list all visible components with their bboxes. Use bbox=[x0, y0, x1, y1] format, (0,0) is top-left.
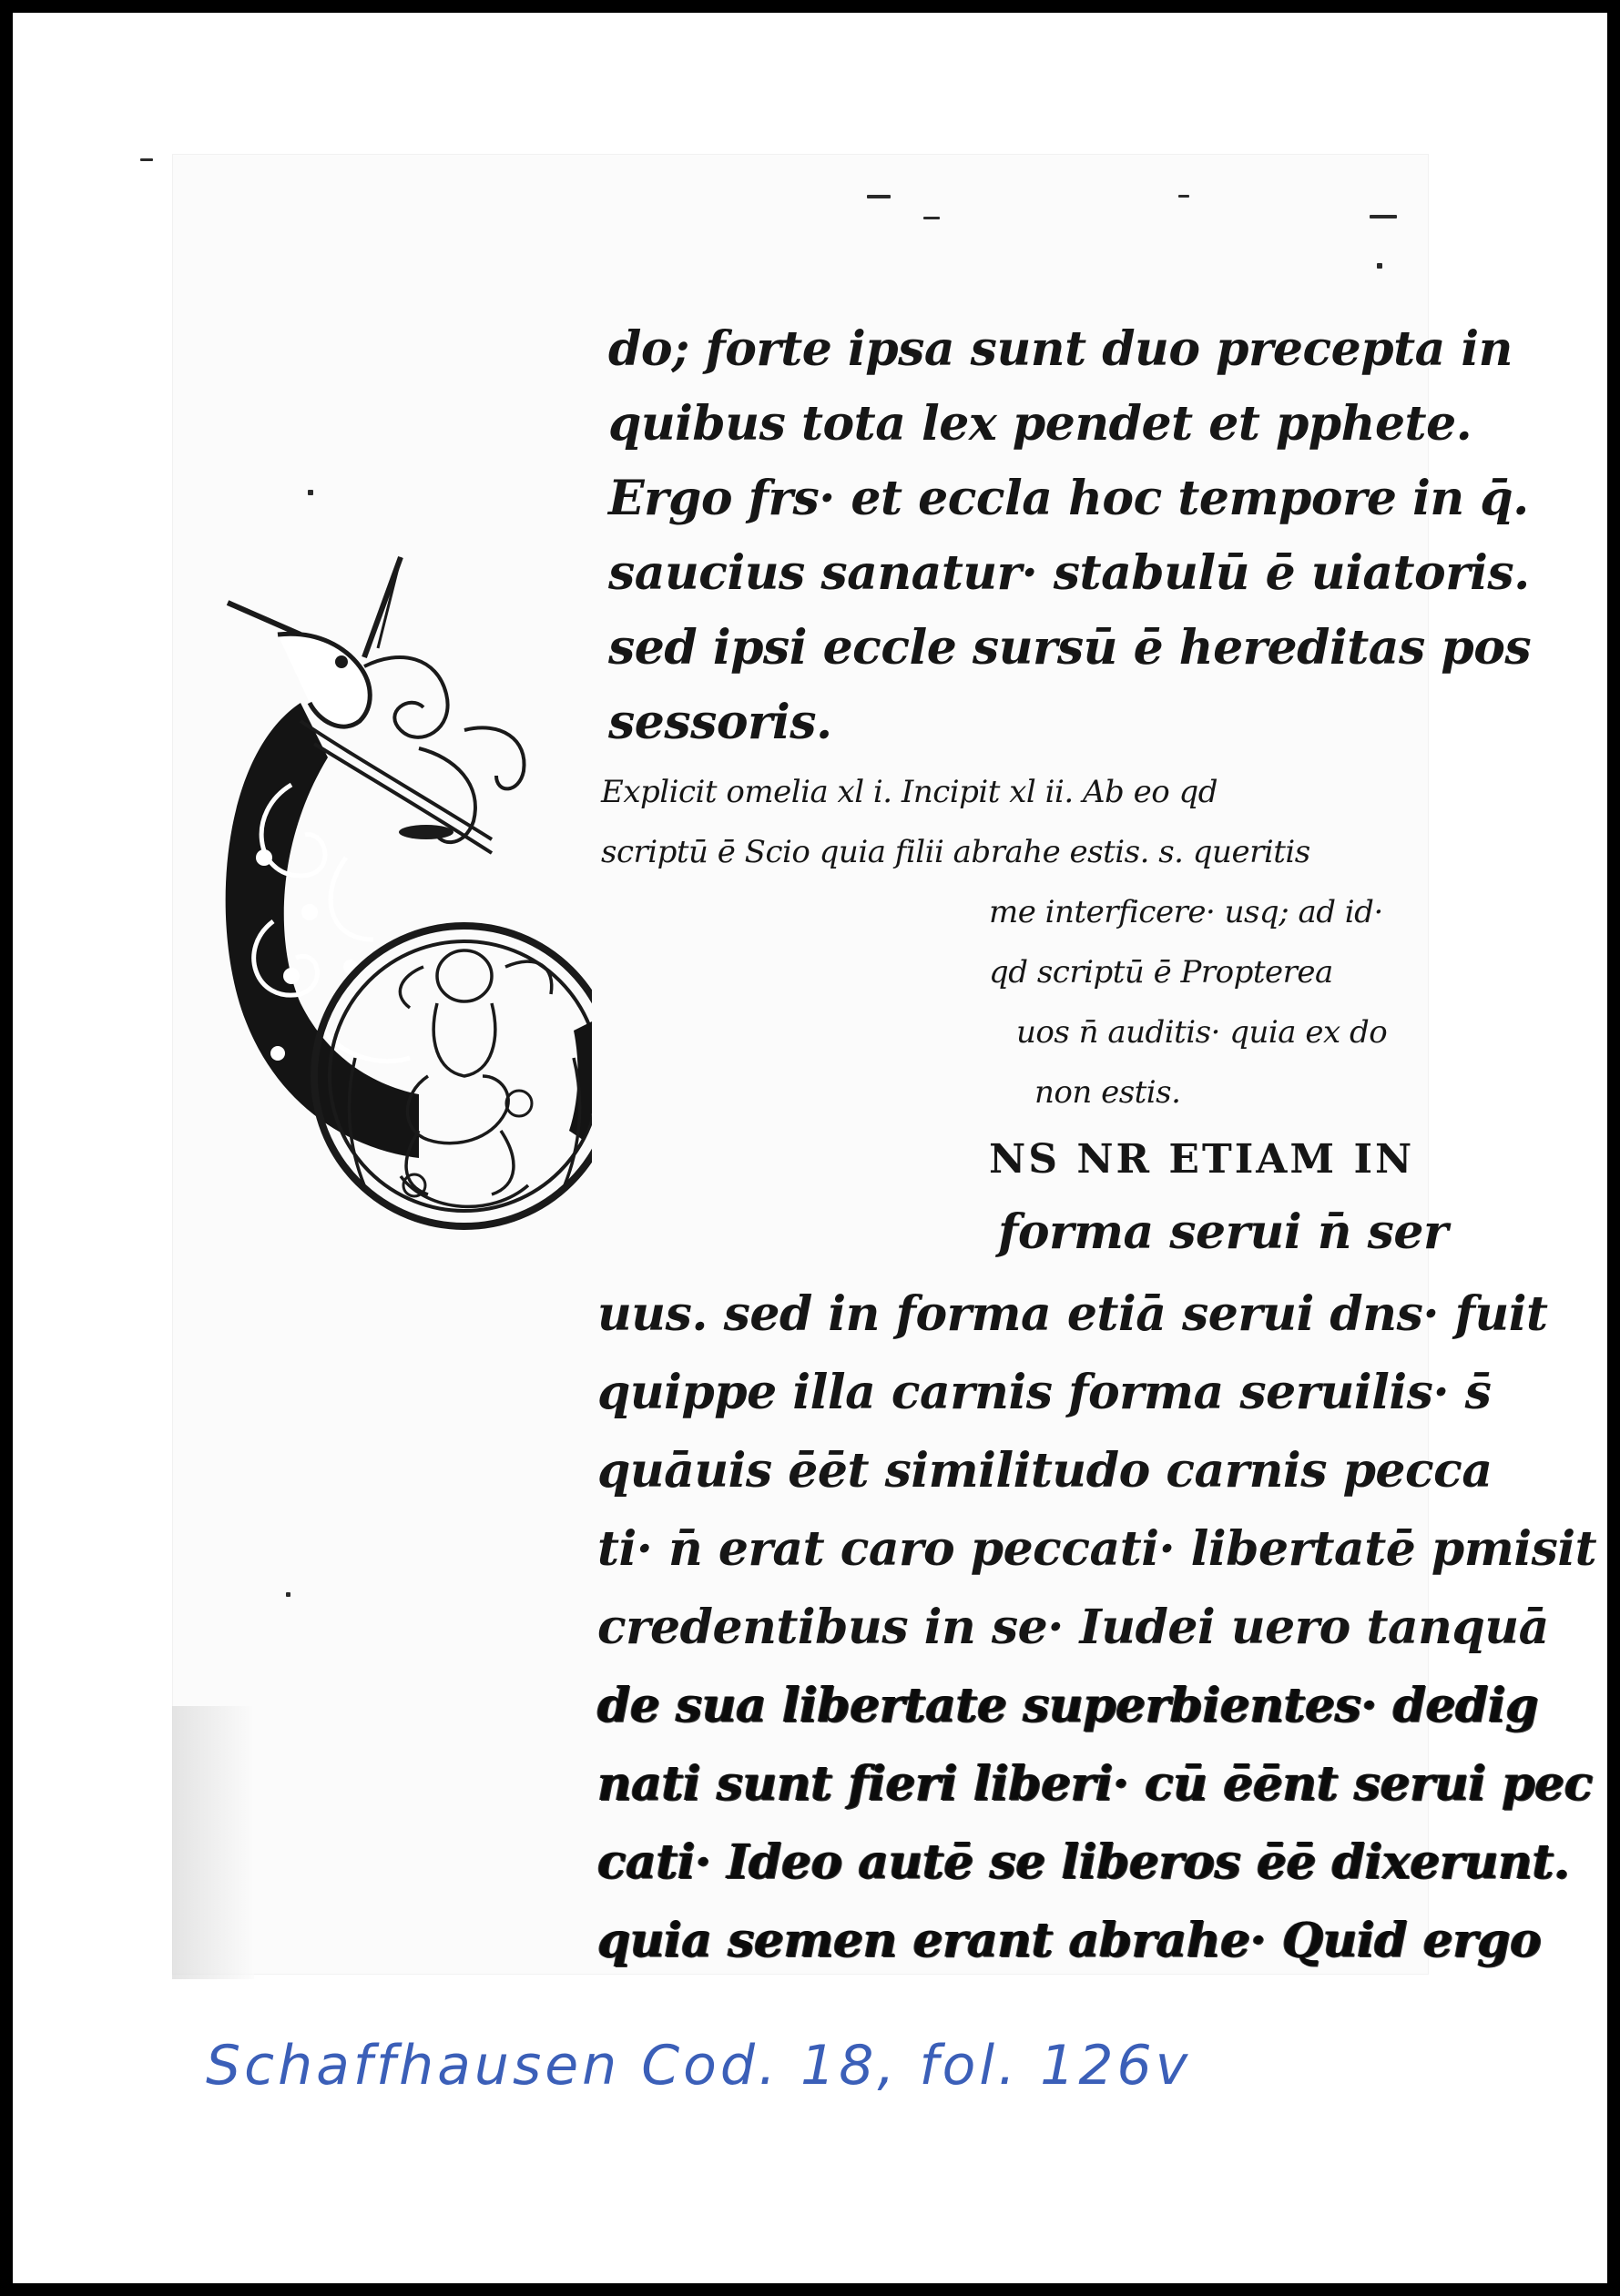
text-line: ti· n̄ erat caro peccati· libertatē pmisit bbox=[597, 1521, 1597, 1577]
text-line: sessoris. bbox=[608, 695, 832, 750]
speck-mark bbox=[1178, 195, 1189, 198]
text-line: quippe illa carnis forma seruilis· s̄ bbox=[597, 1365, 1492, 1420]
rubric-line: non estis. bbox=[1034, 1074, 1181, 1111]
speck-mark bbox=[1377, 263, 1382, 269]
speck-mark bbox=[286, 1592, 290, 1597]
text-line: credentibus in se· Iudei uero tanquā bbox=[597, 1600, 1549, 1655]
photocopy-sheet bbox=[13, 13, 1607, 2283]
text-line: sed ipsi eccle sursū ē hereditas pos bbox=[608, 620, 1532, 676]
rubric-line: Explicit omelia xl i. Incipit xl ii. Ab eo qd bbox=[601, 774, 1218, 810]
speck-mark bbox=[1370, 215, 1397, 218]
rubric-line: uos n̄ auditis· quia ex do bbox=[1016, 1014, 1388, 1051]
text-line: do; forte ipsa sunt duo precepta in bbox=[608, 321, 1513, 377]
text-line: de sua libertate superbientes· dedig bbox=[597, 1678, 1539, 1733]
text-line: forma serui n̄ ser bbox=[998, 1204, 1448, 1260]
speck-mark bbox=[140, 158, 153, 161]
decorated-initial-q bbox=[191, 548, 592, 1313]
text-line: nati sunt fieri liberi· cū ēēnt serui pec bbox=[597, 1756, 1593, 1812]
speck-mark bbox=[867, 195, 891, 198]
text-line: Ergo frs· et eccla hoc tempore in q̄. bbox=[608, 471, 1529, 526]
text-line: quia semen erant abrahe· Quid ergo bbox=[597, 1913, 1542, 1968]
speck-mark bbox=[308, 490, 313, 495]
text-line: quibus tota lex pendet et pphete. bbox=[608, 396, 1472, 452]
speck-mark bbox=[923, 217, 940, 219]
capitals-line: NS NR ETIAM IN bbox=[989, 1136, 1415, 1183]
rubric-line: qd scriptū ē Propterea bbox=[989, 954, 1333, 991]
text-line: quāuis ēēt similitudo carnis pecca bbox=[597, 1443, 1493, 1498]
rubric-line: me interficere· usq; ad id· bbox=[989, 894, 1383, 930]
rubric-line: scriptū ē Scio quia filii abrahe estis. s. queritis bbox=[601, 834, 1310, 870]
handwritten-caption: Schaffhausen Cod. 18, fol. 126v bbox=[206, 2034, 1192, 2098]
text-line: cati· Ideo autē se liberos ēē dixerunt. bbox=[597, 1834, 1570, 1890]
text-line: uus. sed in forma etiā serui dns· fuit bbox=[597, 1286, 1548, 1342]
text-line: saucius sanatur· stabulū ē uiatoris. bbox=[608, 545, 1530, 601]
copy-shading bbox=[172, 1706, 254, 1979]
